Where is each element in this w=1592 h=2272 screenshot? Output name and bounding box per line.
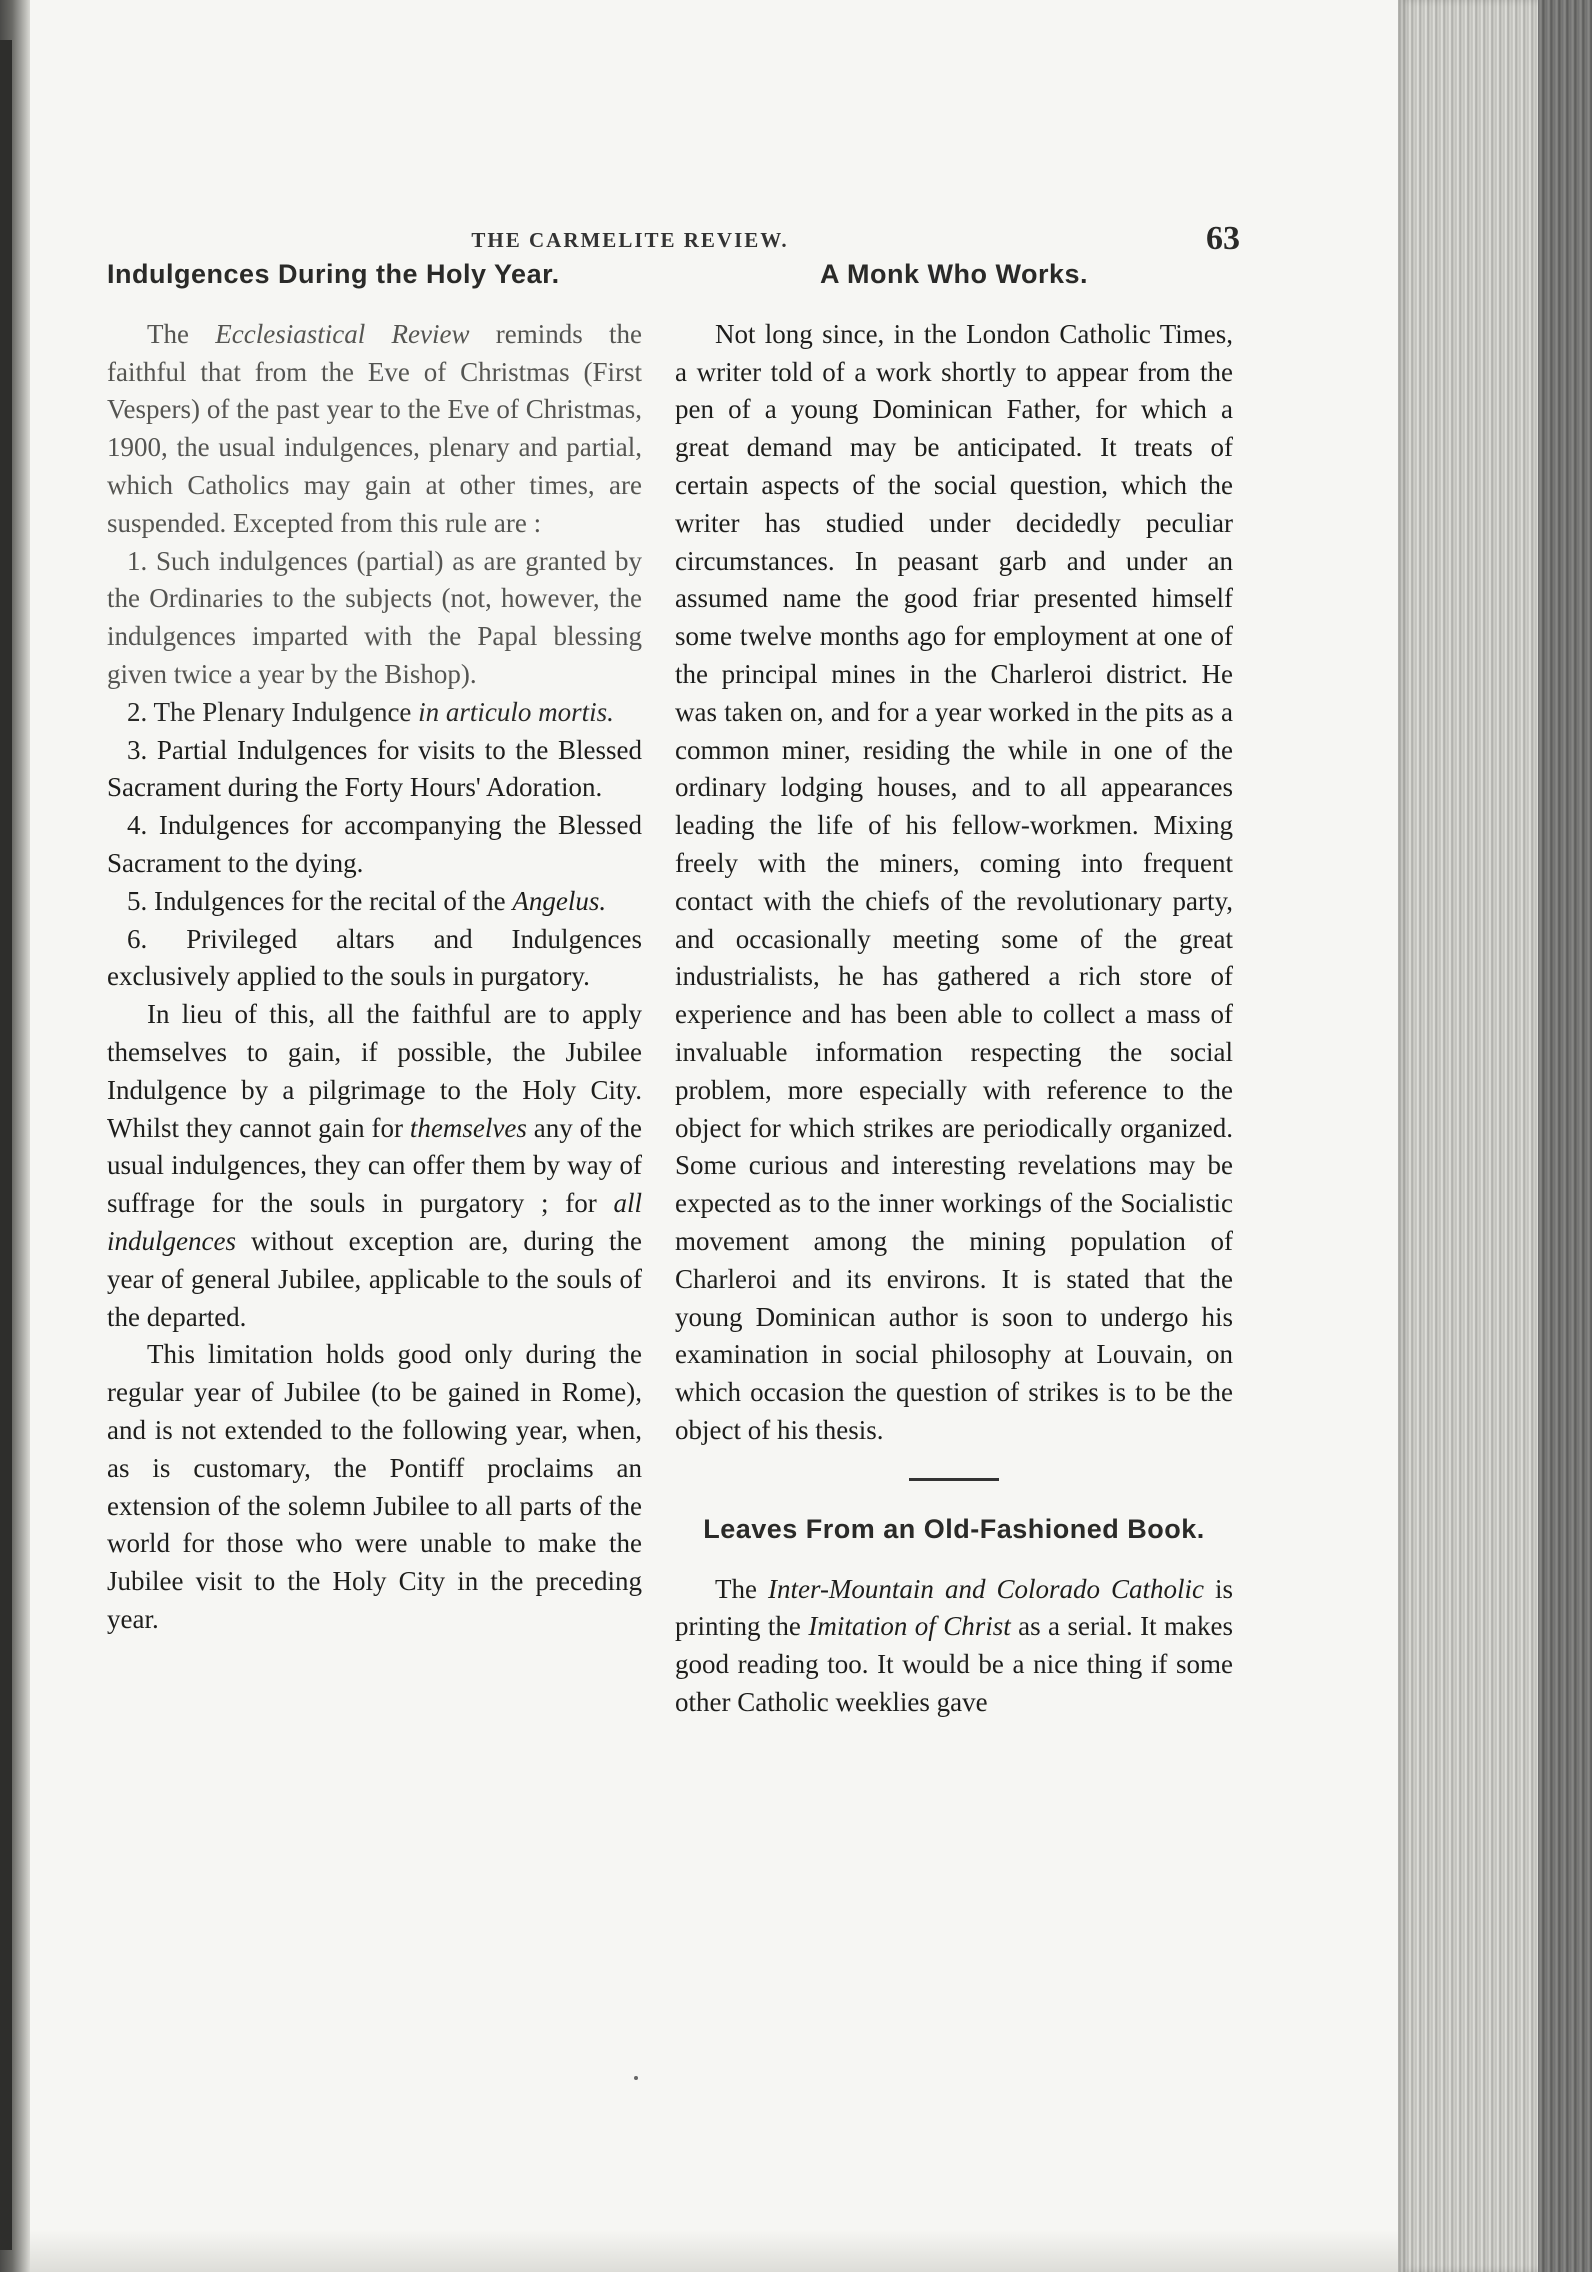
section-divider (909, 1478, 999, 1481)
list-item-2: 2. The Plenary Indulgence in articulo mortis. (127, 696, 614, 727)
page-number: 63 (1206, 220, 1240, 257)
paragraph-intro: The Ecclesiastical Review reminds the faithful that from the Eve of Christmas (First Vespers) of the past year to the Eve of Christmas, 1900, the usual indulgences, plenary and partial, which Catholics may gain at other times, are suspended. Excepted from this rule are : (107, 318, 642, 538)
ink-speck (634, 2076, 638, 2080)
article-heading-indulgences: Indulgences During the Holy Year. (107, 259, 560, 289)
list-item-5: 5. Indulgences for the recital of the Angelus. (127, 885, 607, 916)
list-item-1: 1. Such indulgences (partial) as are granted by the Ordinaries to the subjects (not, however, the indulgences imparted with the Papal blessing given twice a year by the Bishop). (107, 545, 642, 689)
paragraph-monk: Not long since, in the London Catholic Times, a writer told of a work shortly to appear from the pen of a young Dominican Father, for which a great demand may be anticipated. It treats of certain aspects of the social question, which the writer has studied under decidedly peculiar circumstances. In peasant garb and under an assumed name the good friar presented himself some twelve months ago for employment at one of the principal mines in the Charleroi district. He was taken on, and for a year worked in the pits as a common miner, residing the while in one of the ordinary lodging houses, and to all appearances leading the life of his fellow-workmen. Mixing freely with the miners, coming into frequent contact with the chiefs of the revolutionary party, and occasionally meeting some of the great industrialists, he has gathered a rich store of experience and has been able to collect a mass of invaluable information respecting the social problem, more especially with reference to the object for which strikes are periodically organized. Some curious and interesting revelations may be expected as to the inner workings of the Socialistic movement among the mining population of Charleroi and its environs. It is stated that the young Dominican author is soon to undergo his examination in social philosophy at Louvain, on which occasion the question of strikes is to be the object of his thesis. (675, 318, 1233, 1445)
list-item-3: 3. Partial Indulgences for visits to the Blessed Sacrament during the Forty Hours' Adoration. (107, 734, 642, 803)
book-binding-edge (0, 40, 12, 2250)
list-item-6: 6. Privileged altars and Indulgences exclusively applied to the souls in purgatory. (107, 923, 642, 992)
paragraph-limitation: This limitation holds good only during the regular year of Jubilee (to be gained in Rome), and is not extended to the following year, when, as is customary, the Pontiff proclaims an extension of the solemn Jubilee to all parts of the world for those who were unable to make the Jubilee visit to the Holy City in the preceding year. (107, 1339, 642, 1634)
running-head: THE CARMELITE REVIEW. (471, 228, 789, 252)
paragraph-leaves: The Inter-Mountain and Colorado Catholic is printing the Imitation of Christ as a serial. It makes good reading too. It would be a nice thing if some other Catholic weeklies gave (675, 1573, 1234, 1717)
article-heading-monk: A Monk Who Works. (820, 259, 1088, 289)
article-heading-leaves: Leaves From an Old-Fashioned Book. (703, 1513, 1205, 1544)
book-cover-edge (1538, 0, 1592, 2272)
left-column (107, 256, 642, 1639)
list-item-4: 4. Indulgences for accompanying the Blessed Sacrament to the dying. (107, 810, 642, 878)
paragraph-in-lieu: In lieu of this, all the faithful are to apply themselves to gain, if possible, the Jubilee Indulgence by a pilgrimage to the Holy City. Whilst they cannot gain for themselves any of the usual indulgences, they can offer them by way of suffrage for the souls in purgatory ; for all indulgences without exception are, during the year of general Jubilee, applicable to the souls of the departed. (107, 999, 642, 1332)
page-bottom-shadow (30, 2230, 1398, 2272)
right-column (675, 256, 1233, 1722)
